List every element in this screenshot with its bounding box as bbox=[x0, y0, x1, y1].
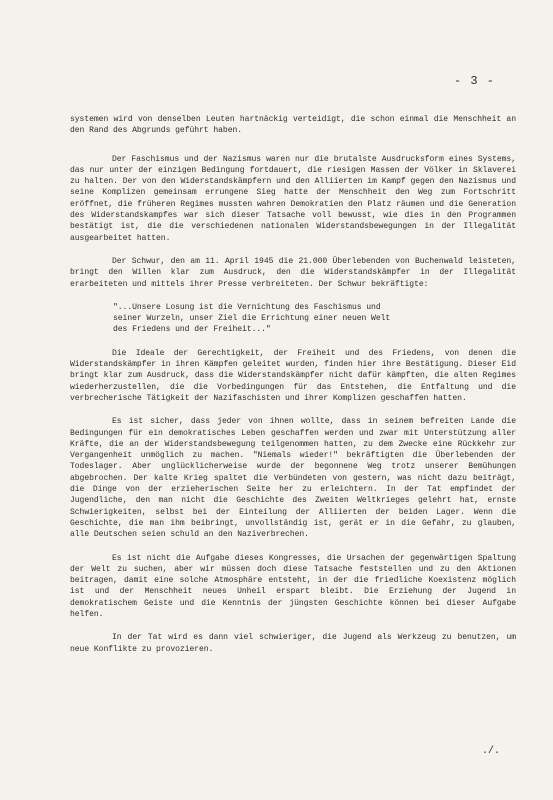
document-body bbox=[70, 114, 516, 667]
continuation-mark: ./. bbox=[482, 746, 501, 757]
paragraph-oath: Der Schwur, den am 11. April 1945 die 21.000 Überlebenden von Buchenwald leisteten, bringt den Willen klar zum Ausdruck, den die Widerstandskämpfer in der Illegalität erarbeiteten und mittels ihrer Presse verbreiteten. Der Schwur bekräftigte: bbox=[70, 256, 516, 289]
paragraph-liberated-country: Es ist sicher, dass jeder von ihnen wollte, dass in seinem befreiten Lande die Bedingungen für ein demokratisches Leben geschaffen werden und zwar mit Unterstützung aller Kräfte, die an der Widerstandsbewegung teilgenommen hatten, zu dem Zwecke eine Rückkehr zur Vergangenheit unmöglich zu machen. "Niemals wieder!" bekräftigten die Überlebenden der Todeslager. Aber unglücklicherweise wurde der begonnene Weg trotz unserer Bemühungen abgebrochen. Der kalte Krieg spaltet die Verbündeten von gestern, was nicht dazu beiträgt, die Dinge von der erzieherischen Seite her zu erleichtern. In der Tat empfindet der Jugendliche, den man nicht die Geschichte des Zweiten Weltkrieges gelehrt hat, ernste Schwierigkeiten, selbst bei der Einteilung der Alliierten der beiden Lager. Wenn die Geschichte, die man ihm beibringt, unvollständig ist, gerät er in die Gefahr, zu glauben, alle Deutschen seien schuld an den Naziverbrechen. bbox=[70, 417, 516, 540]
page-number: - 3 - bbox=[454, 74, 496, 88]
paragraph-congress-task: Es ist nicht die Aufgabe dieses Kongresses, die Ursachen der gegenwärtigen Spaltung der Welt zu suchen, aber wir müssen doch diese Tatsache feststellen und zu den Aktionen beitragen, damit eine solche Atmosphäre entsteht, in der die friedliche Koexistenz möglich ist und der Menschheit neues Unheil erspart bleibt. Die Erziehung der Jugend in demokratischem Geiste und die Kenntnis der jüngsten Geschichte können bei dieser Aufgabe helfen. bbox=[70, 553, 516, 619]
paragraph-youth: In der Tat wird es dann viel schwieriger, die Jugend als Werkzeug zu benutzen, um neue Konflikte zu provozieren. bbox=[70, 633, 516, 654]
oath-quote: "...Unsere Losung ist die Vernichtung des Faschismus und seiner Wurzeln, unser Ziel die Errichtung einer neuen Welt des Friedens und der Freiheit..." bbox=[113, 302, 391, 335]
paragraph-ideals: Die Ideale der Gerechtigkeit, der Freiheit und des Friedens, von denen die Widerstandskämpfer in ihren Kämpfen geleitet wurden, finden hier ihre Bestätigung. Dieser Eid bringt klar zum Ausdruck, dass die Widerstandskämpfer nicht dafür kämpften, die alten Regimes wiederherzustellen, die die Vorbedingungen für das Entstehen, die Entfaltung und die verbrecherische Tätigkeit der Nazifaschisten und ihrer Komplizen geschaffen hatten. bbox=[70, 348, 516, 403]
paragraph-continuation: systemen wird von denselben Leuten hartnäckig verteidigt, die schon einmal die Menschheit an den Rand des Abgrunds geführt haben. bbox=[70, 115, 516, 136]
paragraph-fascism: Der Faschismus und der Nazismus waren nur die brutalste Ausdrucksform eines Systems, das nur unter der einzigen Bedingung fortdauert, die riesigen Massen der Völker in Sklaverei zu halten. Der von den Widerstandskämpfern und den Alliierten im Kampf gegen den Nazismus und seine Komplizen gemeinsam errungene Sieg hatte der Menschheit den Weg zum Fortschritt eröffnet, die früheren Regimes mussten wahren Demokratien den Platz räumen und die Generation des Widerstandskampfes war sich dieser Tatsache voll bewusst, wie dies in den Programmen bestätigt ist, die die verschiedenen nationalen Widerstandsbewegungen in der Illegalität ausgearbeitet hatten. bbox=[70, 154, 516, 243]
